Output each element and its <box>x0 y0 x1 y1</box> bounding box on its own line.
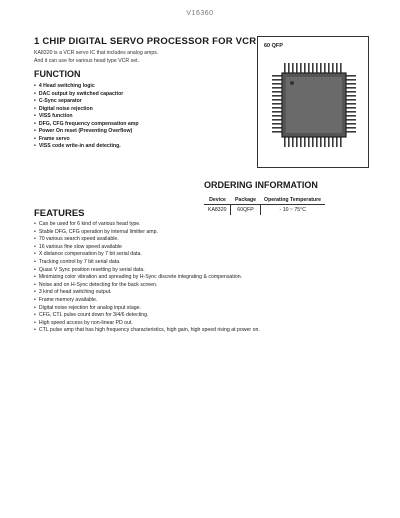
table-header-row <box>204 196 325 205</box>
qfp-chip-illustration <box>268 59 360 151</box>
function-heading: FUNCTION <box>34 69 81 79</box>
function-item: • Digital noise rejection <box>34 106 139 114</box>
chip-pin <box>292 137 294 147</box>
chip-pin <box>346 131 356 133</box>
function-list <box>34 83 139 151</box>
chip-pin <box>340 63 342 73</box>
chip-pin <box>308 137 310 147</box>
chip-pin <box>346 119 356 121</box>
chip-pin <box>304 63 306 73</box>
chip-pin <box>346 107 356 109</box>
chip-pin <box>346 103 356 105</box>
package-cell: 60QFP <box>231 205 260 216</box>
chip-pin <box>272 75 282 77</box>
chip-pin <box>272 111 282 113</box>
ordering-info-heading: ORDERING INFORMATION <box>204 180 318 190</box>
features-heading: FEATURES <box>34 208 85 219</box>
feature-item: • High speed access by non-linear PD out. <box>34 320 260 328</box>
chip-pin <box>272 95 282 97</box>
chip-pin <box>272 83 282 85</box>
chip-pin <box>272 123 282 125</box>
chip-pin <box>272 131 282 133</box>
intro-line-1: KA8320 is a VCR servo IC that includes analog amps. <box>34 50 159 56</box>
column-header: Operating Temperature <box>260 196 325 205</box>
function-item: • DAC output by switched capacitor <box>34 91 139 99</box>
ordering-table <box>204 196 325 215</box>
function-item: • C-Sync separator <box>34 98 139 106</box>
chip-pin <box>284 137 286 147</box>
feature-item: • 3 kind of head switching output. <box>34 289 260 297</box>
chip-pin <box>288 63 290 73</box>
temperature-cell: - 10 ~ 75°C <box>279 207 306 213</box>
chip-pin <box>332 63 334 73</box>
chip-pin <box>346 123 356 125</box>
chip-pin <box>272 87 282 89</box>
features-list <box>34 221 260 335</box>
package-label: 60 QFP <box>264 43 283 49</box>
chip-pin <box>336 137 338 147</box>
function-item: • VISS code write-in and detecting. <box>34 143 139 151</box>
chip-pin <box>272 115 282 117</box>
chip-pin <box>308 63 310 73</box>
chip-pin <box>320 137 322 147</box>
feature-item: • Frame memory available. <box>34 297 260 305</box>
chip-pin <box>272 79 282 81</box>
chip-pin <box>300 137 302 147</box>
chip-pin <box>272 99 282 101</box>
function-item: • Power On reset (Preventing Overflow) <box>34 128 139 136</box>
table-row <box>204 205 325 216</box>
chip-pin <box>332 137 334 147</box>
chip-pin <box>328 137 330 147</box>
chip-pin <box>346 79 356 81</box>
feature-item: • Quasi V Sync position resetting by serial data. <box>34 267 260 275</box>
function-item: • Frame servo <box>34 136 139 144</box>
chip-pin <box>316 137 318 147</box>
column-header: Device <box>204 196 231 205</box>
chip-pin <box>272 107 282 109</box>
package-image-box <box>257 36 369 168</box>
chip-pin <box>346 91 356 93</box>
feature-item: • CFG, CTL pulse count down for 3/4/6 detecting. <box>34 312 260 320</box>
chip-pin <box>328 63 330 73</box>
feature-item: • Digital noise rejection for analog input stage. <box>34 305 260 313</box>
chip-pin <box>304 137 306 147</box>
chip-pin <box>284 63 286 73</box>
chip-pin <box>300 63 302 73</box>
feature-item: • Stable DFG, CFG operation by internal limitter amp. <box>34 229 260 237</box>
chip-pin <box>336 63 338 73</box>
chip-pin <box>324 63 326 73</box>
feature-item: • 70 various search speed available. <box>34 236 260 244</box>
chip-pin <box>272 119 282 121</box>
chip-pin <box>346 95 356 97</box>
chip-pin <box>346 75 356 77</box>
chip-pin <box>272 91 282 93</box>
device-cell: KA8320 <box>208 207 227 213</box>
chip-pin <box>346 99 356 101</box>
chip-pin <box>316 63 318 73</box>
chip-pin <box>340 137 342 147</box>
chip-pin <box>296 137 298 147</box>
feature-item: • Can be used for 6 kind of various head type. <box>34 221 260 229</box>
chip-pin <box>312 137 314 147</box>
chip-pin <box>272 127 282 129</box>
chip-pin <box>346 87 356 89</box>
feature-item: • Minimizing color vibration and spreading by H-Sync discrete integrating & compensation. <box>34 274 260 282</box>
feature-item: • 16 various fine slow speed available <box>34 244 260 252</box>
chip-pin <box>296 63 298 73</box>
column-header: Package <box>231 196 260 205</box>
intro-line-2: And it can use for various head type VCR set. <box>34 58 139 64</box>
chip-pin <box>312 63 314 73</box>
chip-pin <box>346 115 356 117</box>
feature-item: • X distance compensation by 7 bit serial data. <box>34 251 260 259</box>
chip-pin <box>320 63 322 73</box>
chip-pin <box>346 127 356 129</box>
function-item: • DFG, CFG frequency compensation amp <box>34 121 139 129</box>
function-item: • 4 Head switching logic <box>34 83 139 91</box>
feature-item: • CTL pulse amp that has high frequency characteristics, high gain, high speed rising at power on. <box>34 327 260 335</box>
chip-pin <box>292 63 294 73</box>
chip-pin <box>346 83 356 85</box>
chip-pin <box>346 111 356 113</box>
chip-pin <box>272 103 282 105</box>
document-id: V16360 <box>186 10 214 17</box>
feature-item: • Noise and on H-Sync detecting for the back screen. <box>34 282 260 290</box>
chip-pin <box>288 137 290 147</box>
function-item: • VISS function <box>34 113 139 121</box>
page-title: 1 CHIP DIGITAL SERVO PROCESSOR FOR VCR <box>34 36 257 47</box>
chip-pin <box>324 137 326 147</box>
feature-item: • Tracking control by 7 bit serial data. <box>34 259 260 267</box>
